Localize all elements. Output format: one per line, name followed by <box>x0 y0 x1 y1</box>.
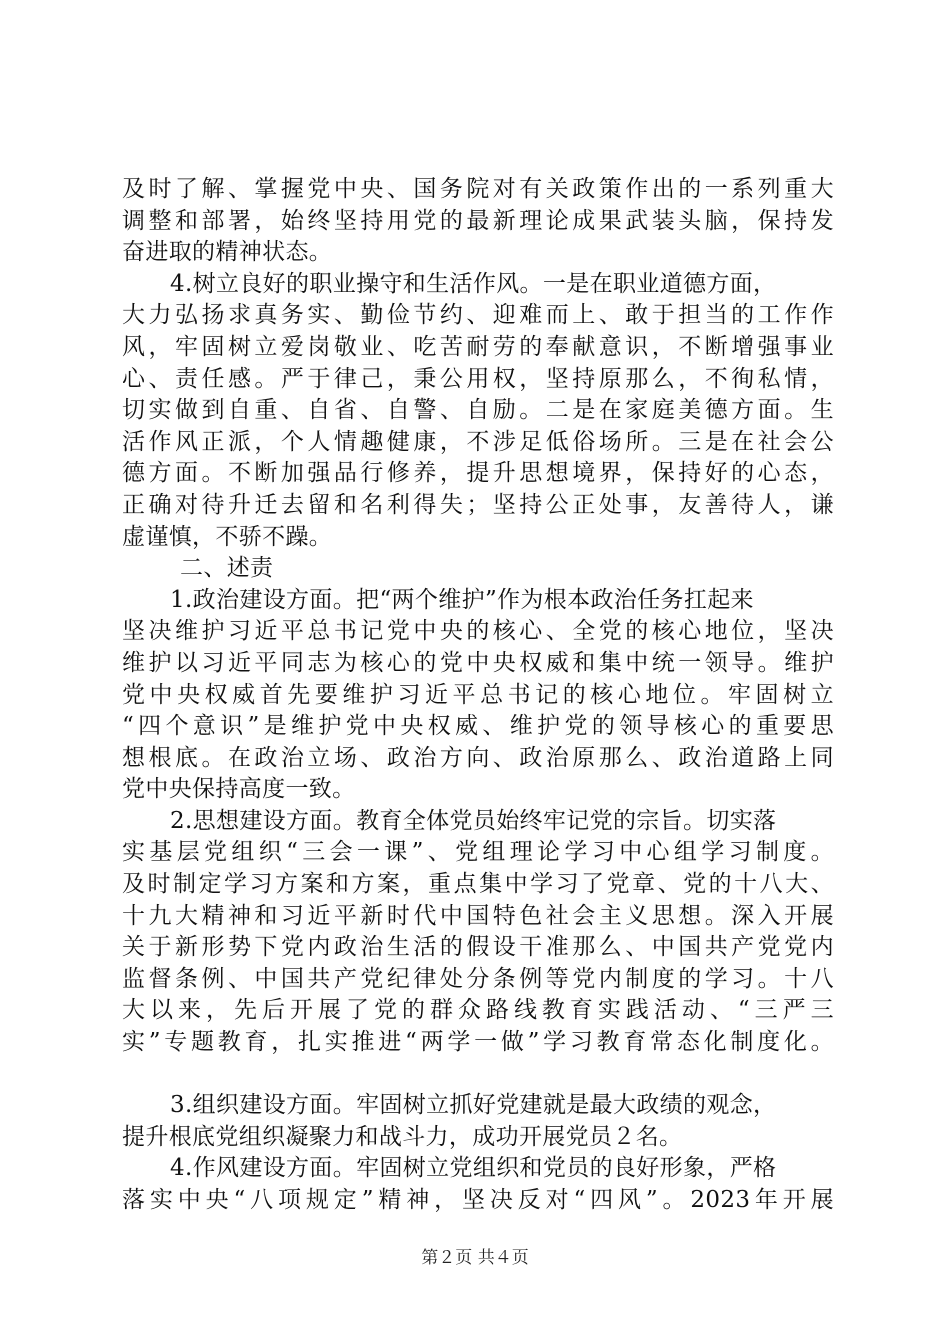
paragraph-line: 想根底。在政治立场、政治方向、政治原那么、政治道路上同 <box>122 744 834 771</box>
paragraph-line: 及时了解、掌握党中央、国务院对有关政策作出的一系列重大 <box>122 176 834 202</box>
paragraph-line: 1.政治建设方面。把“两个维护”作为根本政治任务扛起来 <box>170 586 754 613</box>
paragraph-line: “四个意识”是维护党中央权威、维护党的领导核心的重要思 <box>122 713 834 740</box>
paragraph-line: 大以来，先后开展了党的群众路线教育实践活动、“三严三 <box>122 997 834 1024</box>
paragraph-line: 提升根底党组织凝聚力和战斗力，成功开展党员２名。 <box>122 1123 683 1150</box>
paragraph-line: 实”专题教育，扎实推进“两学一做”学习教育常态化制度化。 <box>122 1029 834 1056</box>
paragraph-line: 及时制定学习方案和方案，重点集中学习了党章、党的十八大、 <box>122 871 834 898</box>
paragraph-line: 4.作风建设方面。牢固树立党组织和党员的良好形象，严格 <box>170 1155 777 1182</box>
paragraph-line: 德方面。不断加强品行修养，提升思想境界，保持好的心态， <box>122 460 834 487</box>
paragraph-line: 坚决维护习近平总书记党中央的核心、全党的核心地位，坚决 <box>122 618 834 645</box>
paragraph-line: 3.组织建设方面。牢固树立抓好党建就是最大政绩的观念， <box>170 1092 777 1119</box>
paragraph-line: 正确对待升迁去留和名利得失；坚持公正处事，友善待人，谦 <box>122 491 834 518</box>
paragraph-line: 党中央保持高度一致。 <box>122 776 356 803</box>
paragraph-line: 心、责任感。严于律己，秉公用权，坚持原那么，不徇私情， <box>122 365 834 392</box>
paragraph-line: 奋进取的精神状态。 <box>122 239 333 266</box>
paragraph-line: 调整和部署，始终坚持用党的最新理论成果武装头脑，保持发 <box>122 207 834 234</box>
paragraph-line: 2.思想建设方面。教育全体党员始终牢记党的宗旨。切实落 <box>170 807 777 834</box>
paragraph-line: 实基层党组织“三会一课”、党组理论学习中心组学习制度。 <box>122 839 834 866</box>
paragraph-line: 切实做到自重、自省、自警、自励。二是在家庭美德方面。生 <box>122 397 834 424</box>
paragraph-line: 落实中央“八项规定”精神，坚决反对“四风”。2023年开展 <box>122 1187 834 1213</box>
paragraph-line: 风，牢固树立爱岗敬业、吃苦耐劳的奉献意识，不断增强事业 <box>122 333 834 360</box>
blank-line <box>122 1059 834 1091</box>
page-footer: 第２页 共４页 <box>421 1248 529 1268</box>
paragraph-line: 维护以习近平同志为核心的党中央权威和集中统一领导。维护 <box>122 649 834 676</box>
paragraph-line: 十九大精神和习近平新时代中国特色社会主义思想。深入开展 <box>122 902 834 929</box>
paragraph-line: 关于新形势下党内政治生活的假设干准那么、中国共产党党内 <box>122 934 834 961</box>
paragraph-line: 大力弘扬求真务实、勤俭节约、迎难而上、敢于担当的工作作 <box>122 302 834 329</box>
paragraph-line: 虚谨慎，不骄不躁。 <box>122 523 333 550</box>
paragraph-line: 监督条例、中国共产党纪律处分条例等党内制度的学习。十八 <box>122 965 834 992</box>
document-body <box>122 174 834 1217</box>
section-heading: 二、述责 <box>180 555 274 582</box>
paragraph-line: 4.树立良好的职业操守和生活作风。一是在职业道德方面， <box>170 270 777 297</box>
paragraph-line: 党中央权威首先要维护习近平总书记的核心地位。牢固树立 <box>122 681 834 708</box>
paragraph-line: 活作风正派，个人情趣健康，不涉足低俗场所。三是在社会公 <box>122 428 834 455</box>
